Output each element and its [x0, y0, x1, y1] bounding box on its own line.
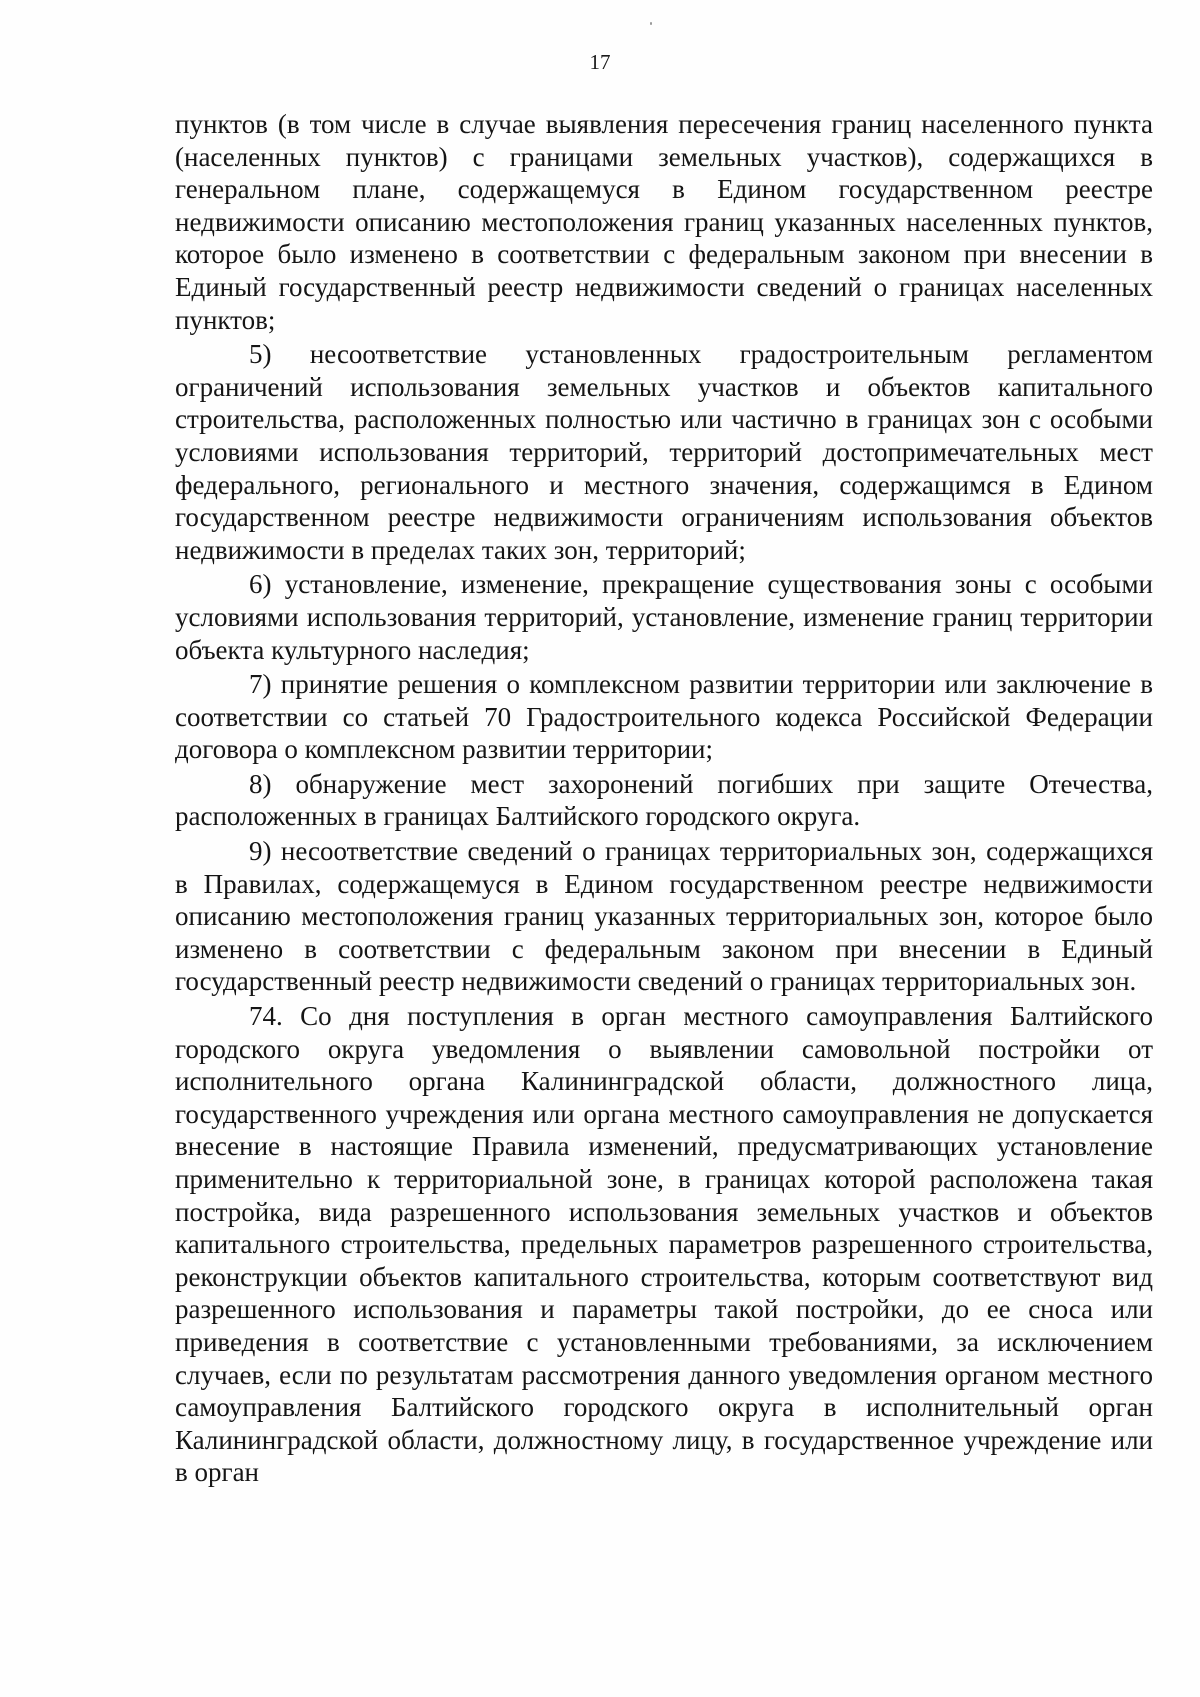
paragraph-section-74: 74. Со дня поступления в орган местного самоуправления Балтийского городского округа уведомления о выявлении самовольной постройки от исполнительного органа Калининградской области, должностного лица, государственного учреждения или органа местного самоуправления не допускается внесение в настоящие Правила изменений, предусматривающих установление применительно к территориальной зоне, в границах которой расположена такая постройка, вида разрешенного использования земельных участков и объектов капитального строительства, предельных параметров разрешенного строительства, реконструкции объектов капитального строительства, которым соответствуют вид разрешенного использования и параметры такой постройки, до ее сноса или приведения в соответствие с установленными требованиями, за исключением случаев, если по результатам рассмотрения данного уведомления органом местного самоуправления Балтийского городского округа в исполнительный орган Калининградской области, должностному лицу, в государственное учреждение или в орган: [175, 1001, 1153, 1488]
paragraph-item-8: 8) обнаружение мест захоронений погибших при защите Отечества, расположенных в границах Балтийского городского округа.: [175, 768, 1153, 832]
paragraph-item-5: 5) несоответствие установленных градостроительным регламентом ограничений использования земельных участков и объектов капитального строительства, расположенных полностью или частично в границах зон с особыми условиями использования территорий, территорий достопримечательных мест федерального, регионального и местного значения, содержащимся в Едином государственном реестре недвижимости ограничениям использования объектов недвижимости в пределах таких зон, территорий;: [175, 339, 1153, 565]
paragraph-item-9: 9) несоответствие сведений о границах территориальных зон, содержащихся в Правилах, содержащемуся в Едином государственном реестре недвижимости описанию местоположения границ указанных территориальных зон, которое было изменено в соответствии с федеральным законом при внесении в Единый государственный реестр недвижимости сведений о границах территориальных зон.: [175, 836, 1153, 997]
paragraph-item-7: 7) принятие решения о комплексном развитии территории или заключение в соответствии со статьей 70 Градостроительного кодекса Российской Федерации договора о комплексном развитии территории;: [175, 669, 1153, 765]
scan-speck: [650, 22, 652, 25]
document-body: [175, 108, 1153, 1489]
paragraph-item-6: 6) установление, изменение, прекращение существования зоны с особыми условиями использования территорий, установление, изменение границ территории объекта культурного наследия;: [175, 569, 1153, 665]
page-number: 17: [589, 50, 611, 74]
paragraph-continuation: пунктов (в том числе в случае выявления пересечения границ населенного пункта (населенных пунктов) с границами земельных участков), содержащихся в генеральном плане, содержащемуся в Едином государственном реестре недвижимости описанию местоположения границ указанных населенных пунктов, которое было изменено в соответствии с федеральным законом при внесении в Единый государственный реестр недвижимости сведений о границах населенных пунктов;: [175, 109, 1153, 335]
